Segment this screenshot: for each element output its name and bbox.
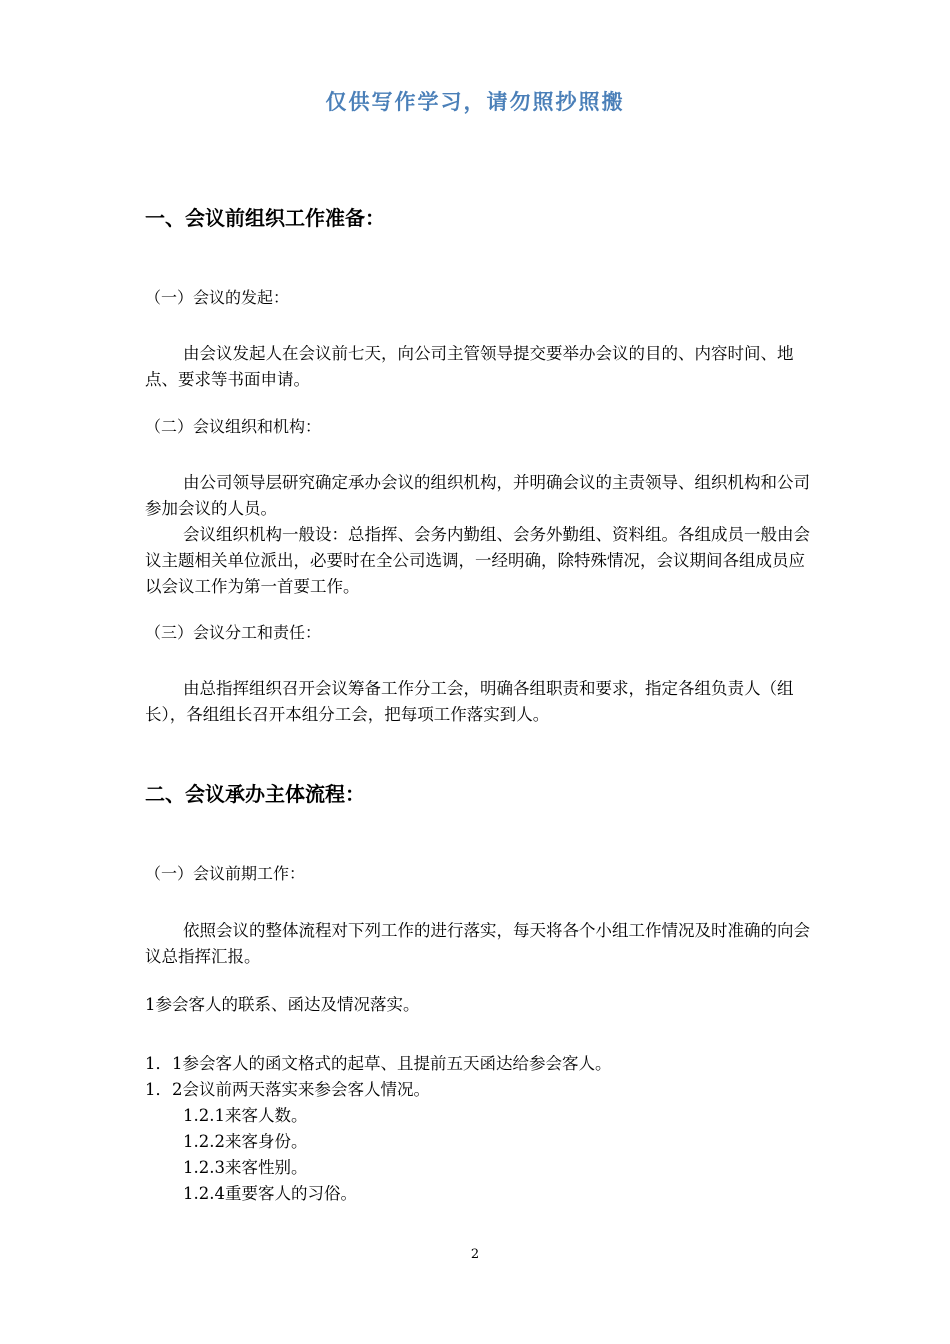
paragraph-1-2	[145, 470, 810, 600]
list-item: 1.2.1来客人数。	[183, 1106, 308, 1125]
page-number: 2	[470, 1247, 480, 1262]
paragraph-text: 会议组织机构一般设：总指挥、会务内勤组、会务外勤组、资料组。各组成员一般由会议主题相关单位派出，必要时在全公司选调，一经明确，除特殊情况，会议期间各组成员应以会议工作为第一首要工作。	[145, 525, 810, 596]
subsection-title-2-1: （一）会议前期工作：	[145, 864, 306, 883]
subsection-title-1-3: （三）会议分工和责任：	[145, 623, 322, 642]
subsection-title-1-1: （一）会议的发起：	[145, 288, 290, 307]
watermark: 仅供写作学习，请勿照抄照搬	[325, 90, 625, 114]
paragraph-1-3	[145, 676, 810, 728]
list-item: 1.2.2来客身份。	[183, 1132, 308, 1151]
subsection-title-1-2: （二）会议组织和机构：	[145, 417, 322, 436]
paragraph-2-1	[145, 918, 810, 970]
section-heading-1: 一、会议前组织工作准备：	[145, 206, 385, 230]
paragraph-text: 由公司领导层研究确定承办会议的组织机构，并明确会议的主责领导、组织机构和公司参加会议的人员。	[145, 473, 810, 518]
list-item: 1.2.4重要客人的习俗。	[183, 1184, 357, 1203]
list-item: 1．1参会客人的函文格式的起草、且提前五天函达给参会客人。	[145, 1054, 612, 1073]
paragraph-text: 依照会议的整体流程对下列工作的进行落实，每天将各个小组工作情况及时准确的向会议总指挥汇报。	[145, 921, 810, 966]
list-item: 1.2.3来客性别。	[183, 1158, 308, 1177]
list-item: 1参会客人的联系、函达及情况落实。	[145, 995, 420, 1014]
list-item: 1．2会议前两天落实来参会客人情况。	[145, 1080, 430, 1099]
section-heading-2: 二、会议承办主体流程：	[145, 782, 365, 806]
paragraph-text: 由会议发起人在会议前七天，向公司主管领导提交要举办会议的目的、内容时间、地点、要求等书面申请。	[145, 344, 794, 389]
paragraph-text: 由总指挥组织召开会议筹备工作分工会，明确各组职责和要求，指定各组负责人（组长），各组组长召开本组分工会，把每项工作落实到人。	[145, 679, 794, 724]
paragraph-1-1	[145, 341, 810, 393]
